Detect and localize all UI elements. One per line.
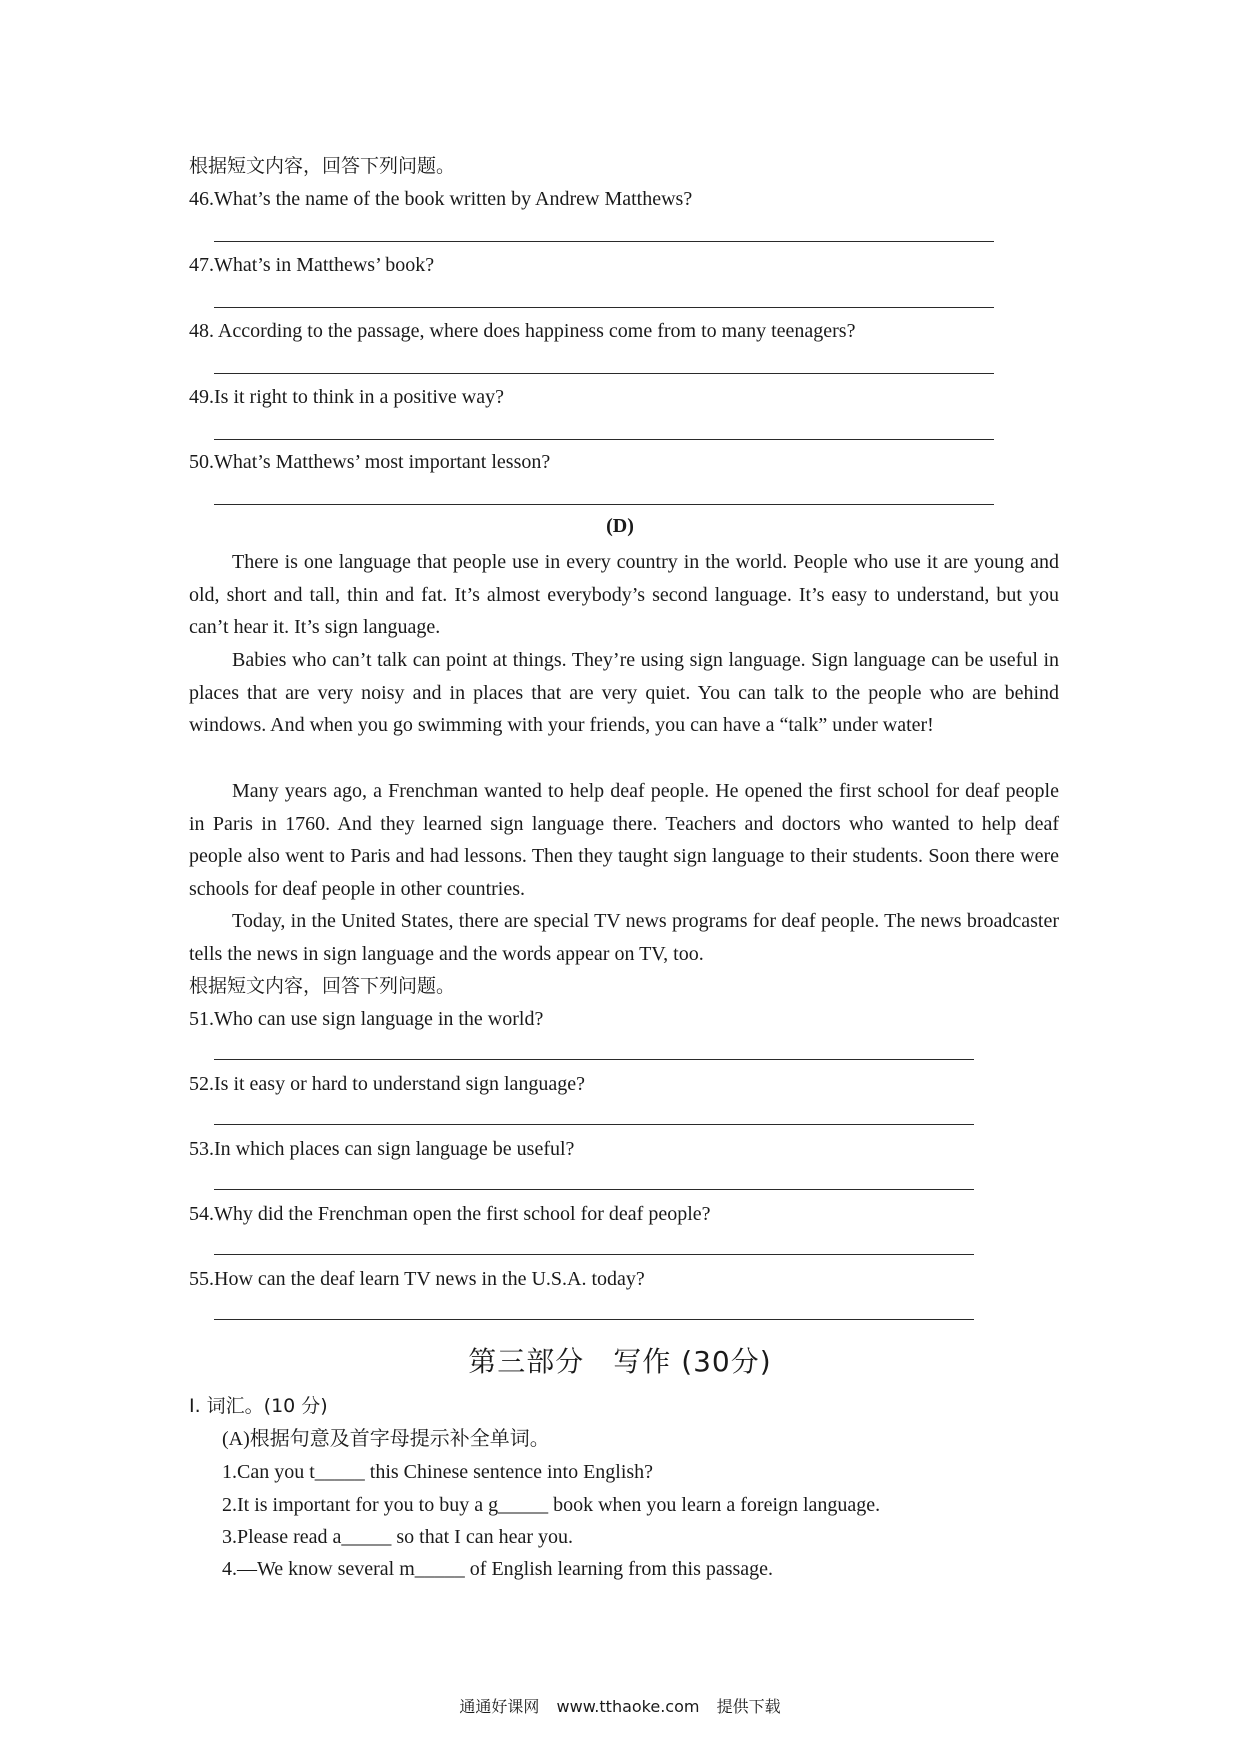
question-54: 54.Why did the Frenchman open the first school for deaf people? — [189, 1203, 711, 1225]
passage-paragraph-2: Babies who can’t talk can point at things. They’re using sign language. Sign language can be useful in places that are very noisy and in places that are very quiet. You can talk to the people who are behind windows. And when you go swimming with your friends, you can have a “talk” under water! — [189, 649, 1059, 737]
vocab-item-1: 1.Can you t_____ this Chinese sentence into English? — [222, 1461, 654, 1483]
answer-line-48[interactable] — [214, 373, 994, 374]
question-55: 55.How can the deaf learn TV news in the U.S.A. today? — [189, 1268, 645, 1290]
question-49: 49.Is it right to think in a positive way? — [189, 386, 504, 408]
answer-line-51[interactable] — [214, 1059, 974, 1060]
question-46: 46.What’s the name of the book written by Andrew Matthews? — [189, 188, 693, 210]
passage-paragraph-3: Many years ago, a Frenchman wanted to help deaf people. He opened the first school for deaf people in Paris in 1760. And they learned sign language there. Teachers and doctors who wanted to help deaf people also went to Paris and had lessons. Then they taught sign language to their students. Soon there were schools for deaf people in other countries. — [189, 780, 1059, 901]
question-53: 53.In which places can sign language be useful? — [189, 1138, 575, 1160]
footer-url[interactable]: www.tthaoke.com — [556, 1697, 700, 1716]
instruction-c: 根据短文内容，回答下列问题。 — [189, 155, 456, 177]
answer-line-46[interactable] — [214, 241, 994, 242]
instruction-d: 根据短文内容，回答下列问题。 — [189, 975, 456, 997]
question-52: 52.Is it easy or hard to understand sign language? — [189, 1073, 586, 1095]
vocab-sub-a: (A)根据句意及首字母提示补全单词。 — [222, 1428, 550, 1450]
question-51: 51.Who can use sign language in the world? — [189, 1008, 544, 1030]
answer-line-55[interactable] — [214, 1319, 974, 1320]
question-48: 48. According to the passage, where does happiness come from to many teenagers? — [189, 320, 856, 342]
question-50: 50.What’s Matthews’ most important lesson? — [189, 451, 551, 473]
passage-paragraph-1: There is one language that people use in every country in the world. People who use it are young and old, short and tall, thin and fat. It’s almost everybody’s second language. It’s easy to understand, but you can’t hear it. It’s sign language. — [189, 551, 1059, 639]
answer-line-49[interactable] — [214, 439, 994, 440]
answer-line-53[interactable] — [214, 1189, 974, 1190]
vocab-item-3: 3.Please read a_____ so that I can hear you. — [222, 1526, 573, 1548]
page-footer — [0, 1694, 1240, 1717]
vocab-item-4: 4.—We know several m_____ of English learning from this passage. — [222, 1558, 774, 1580]
section-title-writing: 第三部分 写作 (30分) — [468, 1345, 772, 1378]
question-47: 47.What’s in Matthews’ book? — [189, 254, 435, 276]
answer-line-54[interactable] — [214, 1254, 974, 1255]
vocab-item-2: 2.It is important for you to buy a g_____ book when you learn a foreign language. — [222, 1494, 881, 1516]
answer-line-52[interactable] — [214, 1124, 974, 1125]
passage-paragraph-4: Today, in the United States, there are special TV news programs for deaf people. The news broadcaster tells the news in sign language and the words appear on TV, too. — [189, 910, 1059, 965]
footer-suffix: 提供下载 — [716, 1697, 781, 1716]
footer-site-name: 通通好课网 — [459, 1697, 540, 1716]
vocab-heading: Ⅰ. 词汇。(10 分) — [189, 1395, 328, 1417]
answer-line-47[interactable] — [214, 307, 994, 308]
answer-line-50[interactable] — [214, 504, 994, 505]
section-heading-d: (D) — [606, 515, 634, 537]
